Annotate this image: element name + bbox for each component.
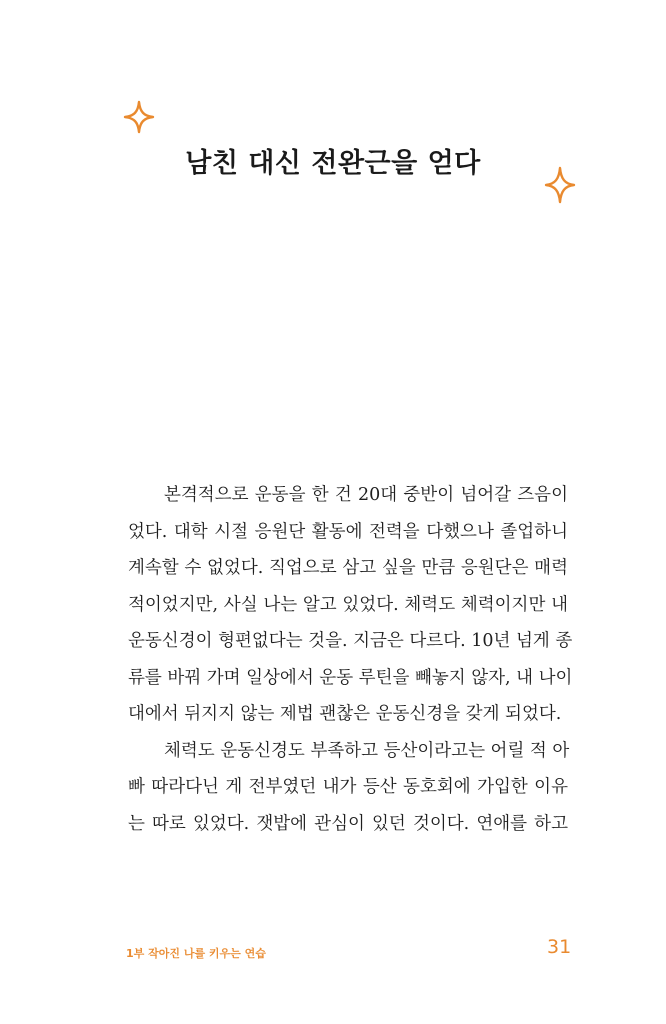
body-line: 는 따로 있었다. 잿밥에 관심이 있던 것이다. 연애를 하고	[128, 813, 568, 834]
body-line: 대에서 뒤지지 않는 제법 괜찮은 운동신경을 갖게 되었다.	[128, 704, 562, 724]
sparkle-icon	[544, 166, 576, 204]
chapter-title: 남친 대신 전완근을 얻다	[185, 148, 481, 179]
body-line: 적이었지만, 사실 나는 알고 있었다. 체력도 체력이지만 내	[128, 594, 568, 615]
body-line: 빠 따라다닌 게 전부였던 내가 등산 동호회에 가입한 이유	[128, 777, 568, 797]
body-line: 계속할 수 없었다. 직업으로 삼고 싶을 만큼 응원단은 매력	[128, 558, 568, 578]
page-number: 31	[547, 936, 572, 958]
sparkle-icon	[123, 100, 155, 134]
body-line: 체력도 운동신경도 부족하고 등산이라고는 어릴 적 아	[164, 740, 570, 761]
footer-chapter-title: 1부 작아진 나를 키우는 연습	[126, 947, 266, 960]
body-line: 었다. 대학 시절 응원단 활동에 전력을 다했으나 졸업하니	[128, 521, 568, 542]
body-line: 본격적으로 운동을 한 건 20대 중반이 넘어갈 즈음이	[164, 485, 568, 505]
body-line: 운동신경이 형편없다는 것을. 지금은 다르다. 10년 넘게 종	[128, 631, 573, 651]
body-line: 류를 바꿔 가며 일상에서 운동 루틴을 빼놓지 않자, 내 나이	[128, 667, 573, 688]
body-text	[128, 477, 573, 842]
